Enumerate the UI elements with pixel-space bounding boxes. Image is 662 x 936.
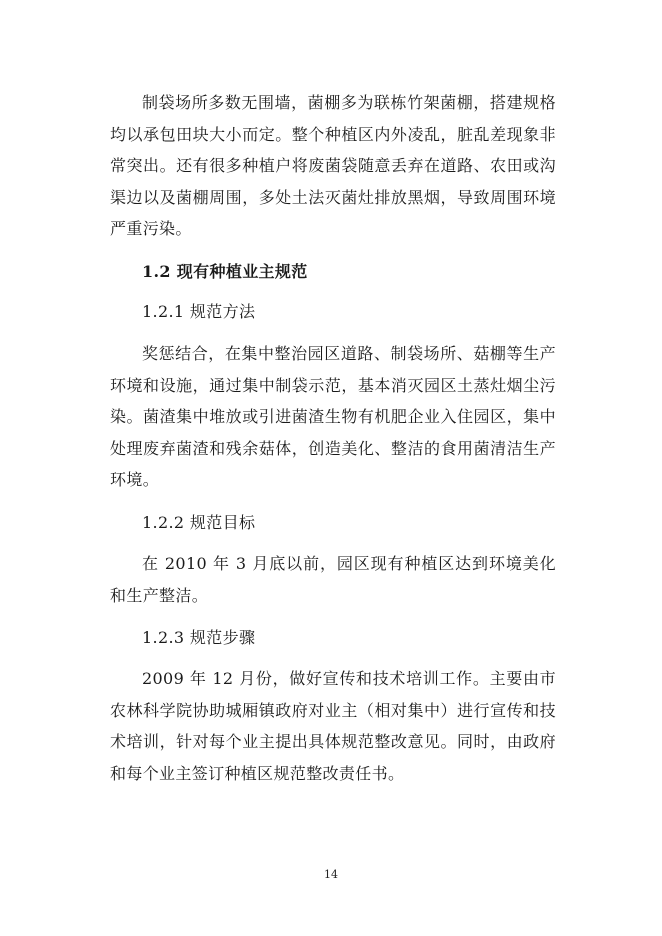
paragraph-regulation-goals: 在 2010 年 3 月底以前，园区现有种植区达到环境美化和生产整洁。 bbox=[110, 554, 556, 605]
page-number: 14 bbox=[324, 868, 338, 881]
paragraph-site-conditions: 制袋场所多数无围墙，菌棚多为联栋竹架菌棚，搭建规格均以承包田块大小而定。整个种植区内外凌乱，脏乱差现象非常突出。还有很多种植户将废菌袋随意丢弃在道路、农田或沟渠边以及菌棚周围，多处土法灭菌灶排放黑烟，导致周围环境严重污染。 bbox=[110, 93, 556, 238]
paragraph-regulation-steps: 2009 年 12 月份，做好宣传和技术培训工作。主要由市农林科学院协助城厢镇政府对业主（相对集中）进行宣传和技术培训，针对每个业主提出具体规范整改意见。同时，由政府和每个业主签订种植区规范整改责任书。 bbox=[110, 669, 556, 783]
section-heading-1-2: 1.2 现有种植业主规范 bbox=[142, 262, 308, 281]
subsection-heading-1-2-3: 1.2.3 规范步骤 bbox=[142, 628, 256, 647]
subsection-heading-1-2-2: 1.2.2 规范目标 bbox=[142, 513, 256, 532]
subsection-heading-1-2-1: 1.2.1 规范方法 bbox=[142, 302, 256, 321]
paragraph-regulation-methods: 奖惩结合，在集中整治园区道路、制袋场所、菇棚等生产环境和设施，通过集中制袋示范，基本消灭园区土蒸灶烟尘污染。菌渣集中堆放或引进菌渣生物有机肥企业入住园区，集中处理废弃菌渣和残余菇体，创造美化、整洁的食用菌清洁生产环境。 bbox=[110, 344, 556, 489]
